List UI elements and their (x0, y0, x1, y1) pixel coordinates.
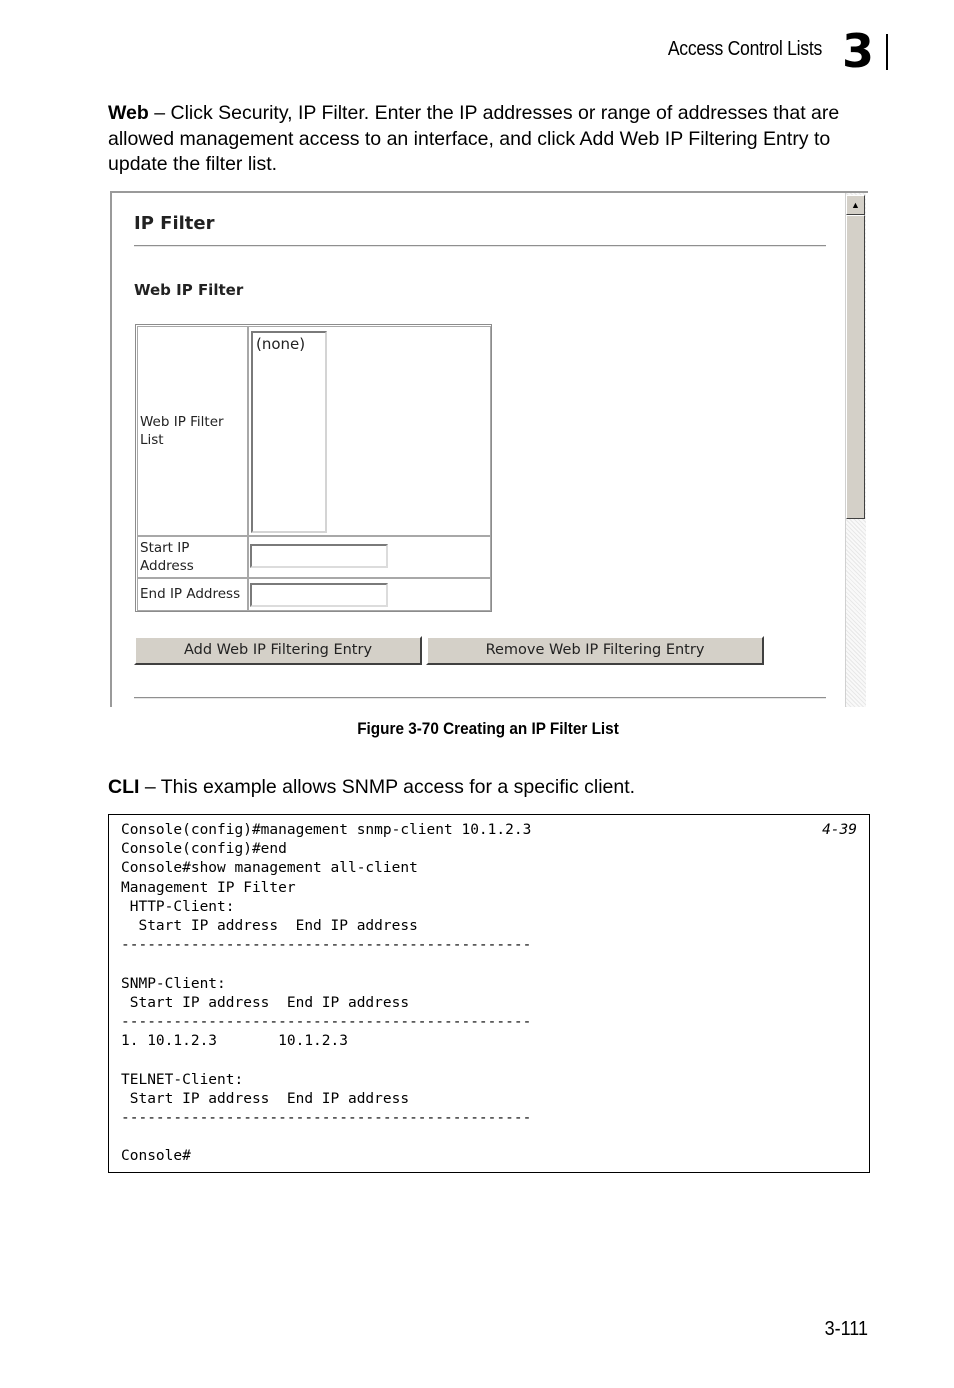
code-line: Console(config)#end (121, 841, 287, 858)
web-ip-filter-list-label: Web IP Filter List (140, 414, 224, 448)
add-web-ip-filtering-entry-button[interactable]: Add Web IP Filtering Entry (134, 636, 422, 665)
header-divider (886, 34, 888, 70)
title-divider (134, 245, 826, 247)
code-line: Management IP Filter (121, 879, 296, 896)
code-line: Console(config)#management snmp-client 10.1.2.3 (121, 822, 532, 838)
page-number: 3-111 (824, 1318, 868, 1340)
end-ip-label: End IP Address (140, 586, 241, 602)
start-ip-label: Start IP Address (140, 540, 194, 574)
command-page-reference: 4-39 (822, 822, 857, 838)
cli-intro-paragraph (108, 775, 868, 801)
web-instructions-text: – Click Security, IP Filter. Enter the IP addresses or range of addresses that are allowed management access to an interface, and click Add Web IP Filtering Entry to update the filter list. (108, 102, 840, 175)
start-ip-input[interactable] (250, 544, 388, 568)
web-ip-filter-listbox[interactable] (251, 331, 327, 533)
bottom-divider (134, 697, 826, 699)
web-lead: Web (108, 102, 149, 124)
cli-intro-text: – This example allows SNMP access for a specific client. (139, 776, 636, 798)
code-line: Start IP address End IP address (121, 918, 418, 934)
vertical-scrollbar[interactable] (845, 193, 866, 707)
end-ip-value-cell (248, 578, 491, 611)
cli-code-block (108, 814, 870, 1173)
code-line: SNMP-Client: (121, 975, 226, 992)
figure-caption: Figure 3-70 Creating an IP Filter List (357, 719, 619, 738)
chapter-number: 3 (842, 24, 875, 78)
code-line: ----------------------------------------------- (121, 1110, 532, 1126)
section-heading: Web IP Filter (134, 281, 244, 299)
ip-filter-screenshot (110, 191, 868, 707)
list-value-cell (248, 326, 491, 536)
end-ip-input[interactable] (250, 583, 388, 607)
code-line: ----------------------------------------------- (121, 1014, 532, 1030)
code-line: Console# (121, 1148, 191, 1165)
remove-web-ip-filtering-entry-button[interactable]: Remove Web IP Filtering Entry (426, 636, 764, 665)
code-line: Console#show management all-client (121, 860, 418, 877)
cli-lead: CLI (108, 776, 140, 798)
frame-border (110, 191, 112, 707)
running-header-title: Access Control Lists (667, 38, 822, 60)
code-line: Start IP address End IP address (121, 994, 410, 1011)
frame-border (110, 191, 868, 193)
start-ip-value-cell (248, 536, 491, 578)
list-item[interactable]: (none) (256, 335, 306, 353)
ip-filter-form-table (135, 324, 492, 612)
web-instructions-paragraph (108, 101, 868, 178)
code-line: ----------------------------------------------- (121, 937, 532, 954)
start-ip-label-cell (137, 536, 248, 578)
end-ip-label-cell (137, 578, 248, 611)
page-title: IP Filter (134, 213, 215, 234)
list-label-cell (137, 326, 248, 536)
code-line: HTTP-Client: (121, 898, 235, 915)
code-line: TELNET-Client: (121, 1071, 244, 1088)
scrollbar-thumb[interactable] (846, 215, 865, 519)
scroll-up-arrow-icon[interactable]: ▲ (846, 195, 865, 215)
code-line: Start IP address End IP address (121, 1090, 410, 1107)
code-line: 1. 10.1.2.3 10.1.2.3 (121, 1033, 348, 1050)
